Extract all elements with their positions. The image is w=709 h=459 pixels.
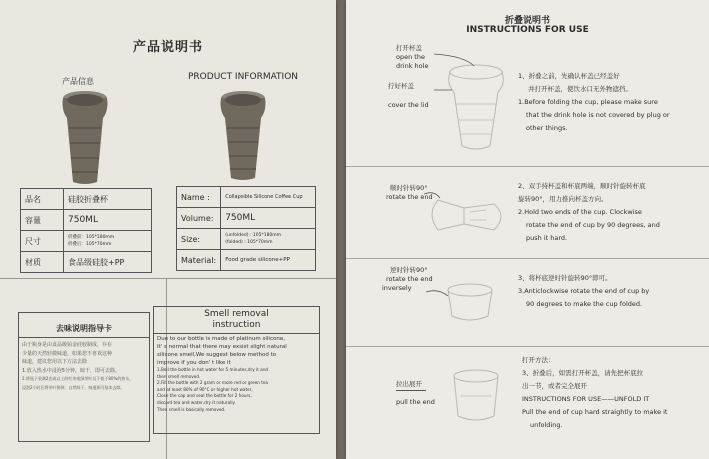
- step3-text: [518, 272, 649, 311]
- spec-size-unfolded: (unfolded) : 105*180mm: [225, 233, 282, 238]
- odor-cn-line: 由于瓶身是由食品级铂金硅胶制成，存在: [22, 342, 113, 348]
- odor-en-line: Due to our bottle is made of platinum silicone,: [157, 336, 285, 342]
- cup-photo-right: [213, 88, 273, 182]
- odor-en-line: improve if you don' t like it: [157, 360, 231, 366]
- odor-cn-line: 浸泡2小时后将茶叶倒掉，自然晾干，味道即可基本去除。: [22, 384, 125, 390]
- odor-card-cn-text: [22, 341, 146, 392]
- table-row: [21, 189, 152, 210]
- divider: [19, 337, 149, 338]
- step2-text: [518, 180, 660, 245]
- folding-title-cn: 折叠说明书: [504, 16, 550, 26]
- product-manual-title: 产品说明书: [132, 40, 203, 55]
- step3-en-line: 3.Anticlockwise rotate the end of cup by: [518, 287, 650, 295]
- folding-title-en: INSTRUCTIONS FOR USE: [466, 25, 589, 35]
- unfold-text: [522, 354, 668, 432]
- step1-en-line: 1.Before folding the cup, please make sure: [518, 98, 658, 106]
- unfold-en-line: Pull the end of cup hard straightly to make it: [522, 408, 668, 416]
- step2-cn-line: 2、双手持杯盖和杯底两端，顺时针旋转杯底: [518, 182, 646, 190]
- odor-en-line: discard tea and water,dry it naturally.: [157, 399, 236, 405]
- spec-value-volume: 750ML: [221, 208, 316, 229]
- unfold-en-line: unfolding.: [530, 421, 563, 429]
- step2-en-line: push it hard.: [526, 234, 568, 242]
- spec-table-en: [176, 186, 316, 271]
- step3-en-line: 90 degrees to make the cup folded.: [526, 300, 643, 308]
- label-pull-en: pull the end: [396, 398, 435, 406]
- table-row: [177, 250, 316, 271]
- step1-cn-line: 1、折叠之前，先确认杯盖已经盖好: [518, 72, 620, 80]
- left-instruction-sheet: [0, 0, 336, 459]
- odor-cn-line: 少量的天然轻微味道，如果您不喜欢这种: [22, 350, 113, 357]
- step1-text: [518, 70, 670, 135]
- label-anti-cn: 逆时针转90°: [390, 266, 428, 274]
- table-row: [21, 252, 152, 273]
- odor-card-en-text: [157, 335, 317, 413]
- step1-en-line: other things.: [526, 124, 568, 132]
- spec-size-folded: 折叠后：105*70mm: [68, 242, 112, 247]
- odor-card-en: [153, 306, 320, 434]
- label-cover-cn: 拧好杯盖: [388, 82, 414, 90]
- label-rotate-cn: 顺时针转90°: [390, 184, 428, 192]
- pull-arrow-line: [396, 390, 426, 391]
- unfold-cn-line: 3、折叠后，如需打开杯盖，请先把杯底拉: [522, 369, 644, 377]
- spec-label-name: Name :: [177, 187, 221, 208]
- table-row: [21, 231, 152, 252]
- step2-en-line: rotate the end of cup by 90 degrees, and: [526, 221, 660, 229]
- spec-label-volume: 容量: [21, 210, 64, 231]
- odor-en-title-line: Smell removal: [204, 309, 269, 319]
- label-open-en-1: open the: [396, 53, 425, 61]
- product-info-cn-label: 产品信息: [62, 77, 94, 86]
- spec-size-unfolded: 折叠前：105*180mm: [68, 235, 115, 240]
- product-info-en-label: PRODUCT INFORMATION: [188, 72, 299, 82]
- spec-value-name: 硅胶折叠杯: [64, 189, 152, 210]
- step1-cn-line: 并打开杯盖，使饮水口无外物遮挡。: [528, 85, 632, 93]
- table-row: [177, 229, 316, 250]
- spec-label-volume: Volume:: [177, 208, 221, 229]
- cup-sketch-step3: [426, 268, 516, 338]
- odor-en-title-line: instruction: [212, 320, 261, 330]
- label-anti-en-1: rotate the end: [386, 275, 433, 283]
- spec-value-material: Food grade silicone+PP: [221, 250, 316, 271]
- spec-value-size: [221, 229, 316, 250]
- odor-cn-line: 2.将瓶子装满2克或以上的红茶或绿茶叶及不低于80%的热水，: [22, 376, 134, 381]
- spec-size-folded: (folded) : 105*70mm: [225, 240, 273, 245]
- spec-label-size: 尺寸: [21, 231, 64, 252]
- label-anti-en-2: inversely: [382, 284, 412, 292]
- spec-label-size: Size:: [177, 229, 221, 250]
- spec-table-cn: [20, 188, 152, 273]
- table-row: [177, 208, 316, 229]
- spec-label-material: 材质: [21, 252, 64, 273]
- divider: [154, 333, 319, 334]
- odor-card-en-title: [154, 309, 319, 331]
- spec-value-volume: 750ML: [64, 210, 152, 231]
- odor-en-line: 2.Fill the bottle with 2 gram or more red or green tea: [157, 380, 269, 386]
- odor-en-line: Close the cap and seal the bottle for 2 hours,: [157, 393, 252, 399]
- step2-cn-line: 旋转90°，用力推向杯盖方向。: [518, 195, 608, 203]
- label-open-cn: 打开杯盖: [396, 44, 422, 52]
- odor-cn-line: 味道，建议您用以下方法去除: [22, 359, 88, 365]
- spec-value-size: [64, 231, 152, 252]
- cup-sketch-unfold: [436, 356, 514, 436]
- label-pull-cn: 拉出展开: [396, 380, 422, 388]
- cup-sketch-step2: [424, 180, 516, 250]
- spec-label-material: Material:: [177, 250, 221, 271]
- spec-value-material: 食品级硅胶+PP: [64, 252, 152, 273]
- right-instruction-sheet: [346, 0, 709, 459]
- table-row: [21, 210, 152, 231]
- label-rotate-en: rotate the end: [386, 193, 433, 201]
- odor-en-line: It' s normal that there may exsist slight natural: [157, 344, 287, 350]
- step2-en-line: 2.Hold two ends of the cup. Clockwise: [518, 208, 642, 216]
- step3-cn-line: 3、将杯底逆时针旋转90°即可。: [518, 274, 612, 282]
- cup-photo-left: [55, 88, 115, 186]
- unfold-cn-title: 打开方法：: [522, 356, 555, 364]
- divider: [346, 346, 709, 347]
- odor-en-line: and at least 80% of 90°C or higher hot water,: [157, 386, 253, 392]
- step1-en-line: that the drink hole is not covered by plug or: [526, 111, 670, 119]
- spec-label-name: 品名: [21, 189, 64, 210]
- odor-cn-line: 1.放入热水中浸泡5分钟，晾干，即可去除。: [22, 367, 120, 374]
- divider: [0, 278, 336, 279]
- odor-en-line: 1.Boil the bottle in hot water for 5 minutes,dry it and: [157, 367, 269, 372]
- unfold-en-line: INSTRUCTIONS FOR USE——UNFOLD IT: [522, 395, 650, 403]
- odor-en-line: silicone smell,We suggest below method to: [157, 352, 277, 358]
- divider: [346, 258, 709, 259]
- unfold-cn-line: 出一节，或者完全展开: [522, 382, 587, 390]
- odor-en-line: then smell removed.: [157, 373, 201, 379]
- odor-card-cn-title: 去味说明指导卡: [56, 324, 112, 333]
- table-row: [177, 187, 316, 208]
- label-cover-en: cover the lid: [388, 101, 429, 109]
- odor-en-line: Then smell is basically removed.: [157, 406, 226, 412]
- label-open-en-2: drink hole: [396, 62, 429, 70]
- cup-sketch-step1: [434, 46, 514, 158]
- odor-card-cn: [18, 312, 150, 442]
- spec-value-name: Collapsible Silicone Coffee Cup: [221, 187, 316, 208]
- divider: [346, 166, 709, 167]
